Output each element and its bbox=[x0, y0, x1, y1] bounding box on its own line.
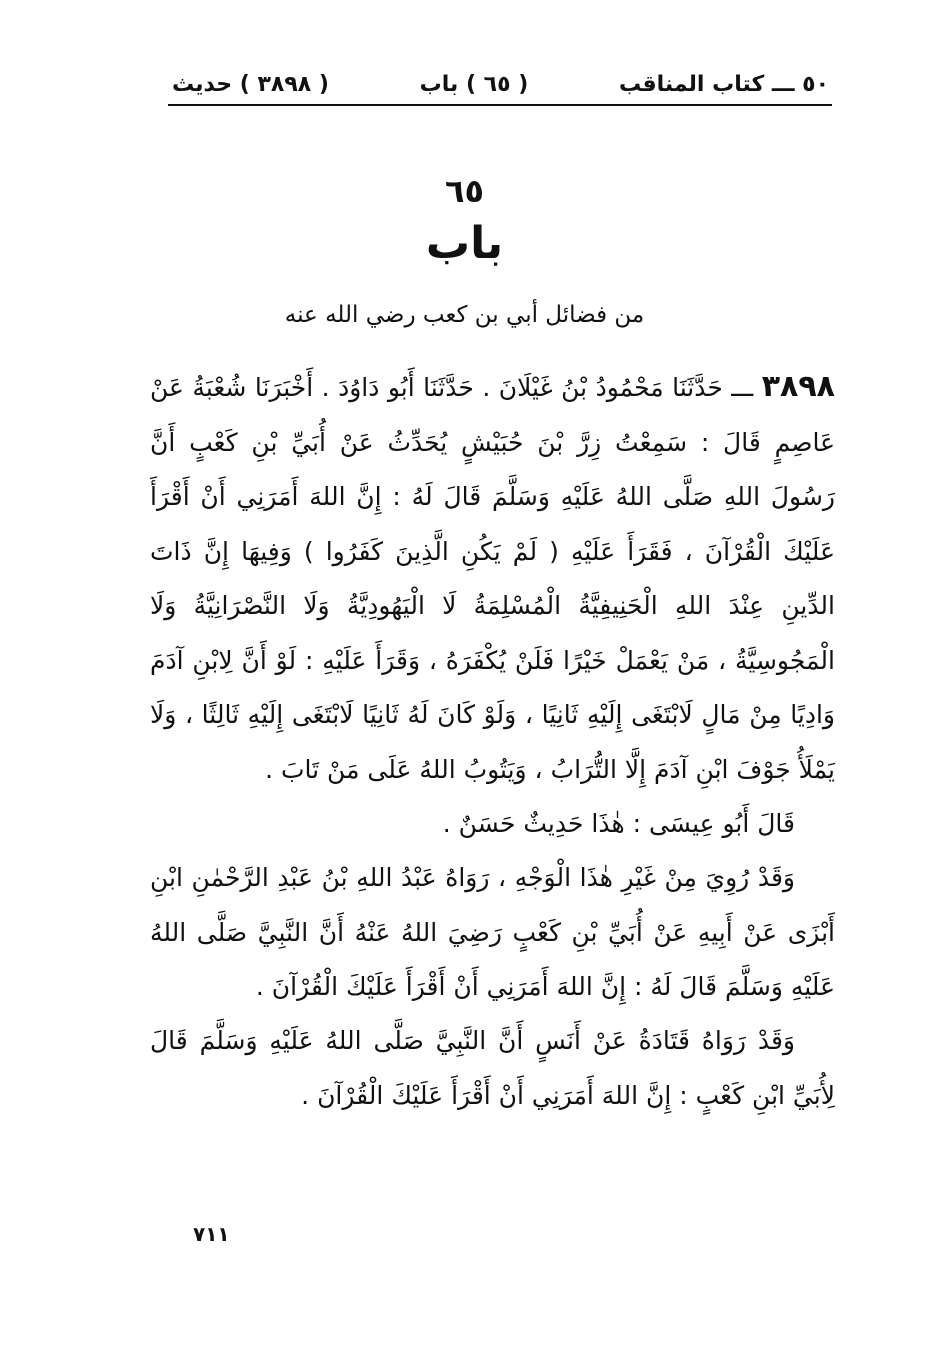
header-divider bbox=[168, 104, 832, 106]
chapter-subtitle: من فضائل أبي بن كعب رضي الله عنه bbox=[284, 302, 645, 328]
running-head-book: ٥٠ ـــ كتاب المناقب bbox=[618, 71, 829, 97]
hadith-number: ٣٨٩٨ bbox=[761, 369, 835, 404]
running-head-hadith: ( ٣٨٩٨ ) حديث bbox=[172, 71, 329, 97]
narration-paragraph-1: وَقَدْ رُوِيَ مِنْ غَيْرِ هٰذَا الْوَجْهِ ، رَوَاهُ عَبْدُ اللهِ بْنُ عَبْدِ الرَّحْمٰنِ ابْنِ أَبْزَى عَنْ أَبِيهِ عَنْ أُبَيِّ بْنِ كَعْبٍ رَضِيَ اللهُ عَنْهُ أَنَّ النَّبِيَّ صَلَّى اللهُ عَلَيْهِ وَسَلَّمَ قَالَ لَهُ : إِنَّ اللهَ أَمَرَنِي أَنْ أَقْرَأَ عَلَيْكَ الْقُرْآنَ . bbox=[150, 863, 835, 1001]
hadith-paragraph bbox=[150, 360, 835, 797]
grading-paragraph: قَالَ أَبُو عِيسَى : هٰذَا حَدِيثٌ حَسَنٌ . bbox=[442, 809, 795, 838]
running-head bbox=[172, 66, 829, 102]
page-number: ٧١١ bbox=[193, 1222, 230, 1246]
running-head-chapter: ( ٦٥ ) باب bbox=[419, 71, 529, 97]
chapter-number: ٦٥ bbox=[444, 172, 485, 210]
chapter-heading: باب bbox=[425, 218, 504, 269]
narration-paragraph-2: وَقَدْ رَوَاهُ قَتَادَةُ عَنْ أَنَسٍ أَنَّ النَّبِيَّ صَلَّى اللهُ عَلَيْهِ وَسَلَّمَ قَالَ لِأُبَيِّ ابْنِ كَعْبٍ : إِنَّ اللهَ أَمَرَنِي أَنْ أَقْرَأَ عَلَيْكَ الْقُرْآنَ . bbox=[150, 1026, 835, 1110]
hadith-text: ـــ حَدَّثَنَا مَحْمُودُ بْنُ غَيْلَانَ . حَدَّثَنَا أَبُو دَاوُدَ . أَخْبَرَنَا شُعْبَةُ عَنْ عَاصِمٍ قَالَ : سَمِعْتُ زِرَّ بْنَ حُبَيْشٍ يُحَدِّثُ عَنْ أُبَيِّ بْنِ كَعْبٍ أَنَّ رَسُولَ اللهِ صَلَّى اللهُ عَلَيْهِ وَسَلَّمَ قَالَ لَهُ : إِنَّ اللهَ أَمَرَنِي أَنْ أَقْرَأَ عَلَيْكَ الْقُرْآنَ ، فَقَرَأَ عَلَيْهِ ( لَمْ يَكُنِ الَّذِينَ كَفَرُوا ) وَفِيهَا إِنَّ ذَاتَ الدِّينِ عِنْدَ اللهِ الْحَنِيفِيَّةُ الْمُسْلِمَةُ لَا الْيَهُودِيَّةُ وَلَا النَّصْرَانِيَّةُ وَلَا الْمَجُوسِيَّةُ ، مَنْ يَعْمَلْ خَيْرًا فَلَنْ يُكْفَرَهُ ، وَقَرَأَ عَلَيْهِ : لَوْ أَنَّ لِابْنِ آدَمَ وَادِيًا مِنْ مَالٍ لَابْتَغَى إِلَيْهِ ثَانِيًا ، وَلَوْ كَانَ لَهُ ثَانِيًا لَابْتَغَى إِلَيْهِ ثَالِثًا ، وَلَا يَمْلَأُ جَوْفَ ابْنِ آدَمَ إِلَّا التُّرَابُ ، وَيَتُوبُ اللهُ عَلَى مَنْ تَابَ . bbox=[150, 373, 835, 784]
